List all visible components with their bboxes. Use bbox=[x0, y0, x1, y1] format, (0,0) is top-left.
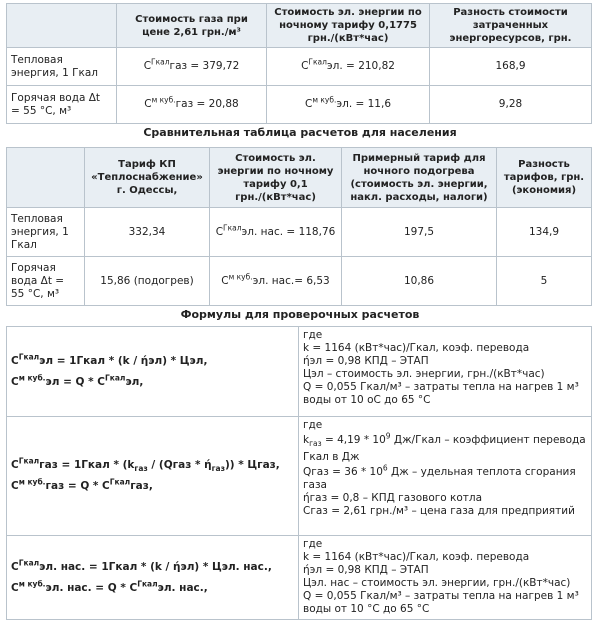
formula-line: $С^{Гкал}эл$. нас. = 1Гкал * (k / ήэл) * Цэл. нас., bbox=[11, 558, 272, 573]
desc-line: $k_{газ} = 4,19 * 10^9$ Дж/Гкал – коэффициент перевода Гкал в Дж bbox=[303, 431, 586, 463]
table-header-cell: Тариф КП «Теплоснабжение» г. Одессы, bbox=[85, 148, 210, 208]
formula-cell bbox=[7, 417, 299, 536]
night-tariff-cell: 197,5 bbox=[342, 208, 497, 257]
comparison-table-caption: Сравнительная таблица расчетов для населения bbox=[143, 126, 457, 139]
row-label: Горячая вода Δt = 55 °С, м³ bbox=[7, 257, 85, 306]
table-header-cell: Стоимость эл. энергии по ночному тарифу 0,1775 грн./(кВт*час) bbox=[267, 4, 430, 48]
formula-line: $С^{м куб.}газ = Q * С^{Гкал}газ$, bbox=[11, 477, 153, 492]
electricity-cost-cell: $С^{м куб.}эл$. нас.= 6,53 bbox=[210, 257, 342, 306]
table-header-cell: Стоимость газа при цене 2,61 грн./м³ bbox=[117, 4, 267, 48]
population-comparison-table bbox=[6, 147, 592, 306]
desc-line: где bbox=[303, 419, 323, 431]
table-row bbox=[7, 327, 592, 417]
table-header-cell: Разность тарифов, грн. (экономия) bbox=[497, 148, 592, 208]
formula-description bbox=[299, 417, 592, 536]
formula-description bbox=[299, 536, 592, 620]
table-header-cell: Стоимость эл. энергии по ночному тарифу 0,1 грн./(кВт*час) bbox=[210, 148, 342, 208]
desc-line: ήэл = 0,98 КПД – ЭТАП bbox=[303, 355, 429, 367]
formula-line: $С^{м куб.}эл$. нас. = Q * $С^{Гкал}эл$. нас., bbox=[11, 579, 208, 594]
difference-cell: 134,9 bbox=[497, 208, 592, 257]
electricity-cost-cell: $С^{м куб.}эл$. = 11,6 bbox=[267, 86, 430, 124]
table-header-cell: Разность стоимости затраченных энергоресурсов, грн. bbox=[430, 4, 592, 48]
tariff-cell: 15,86 (подогрев) bbox=[85, 257, 210, 306]
formulas-table bbox=[6, 326, 592, 620]
gas-vs-electricity-table bbox=[6, 3, 592, 124]
gas-cost-cell: $С^{Гкал}газ = 379,72$ bbox=[117, 48, 267, 86]
desc-line: где bbox=[303, 329, 323, 341]
desc-line: k = 1164 (кВт*час)/Гкал, коэф. перевода bbox=[303, 551, 530, 563]
table-header-row bbox=[7, 148, 592, 208]
table-row bbox=[7, 48, 592, 86]
table-header-cell: Примерный тариф для ночного подогрева (стоимость эл. энергии, накл. расходы, налоги) bbox=[342, 148, 497, 208]
formula-line: $С^{Гкал}газ$ = 1Гкал * ($k_{газ}$ / (Qгаз * $ή_{газ}$)) * Цгаз, bbox=[11, 456, 280, 474]
gas-cost-cell: $С^{м куб.}газ = 20,88$ bbox=[117, 86, 267, 124]
table-row bbox=[7, 257, 592, 306]
formula-line: $С^{м куб.}эл = Q * С^{Гкал}эл$, bbox=[11, 373, 144, 388]
tariff-cell: 332,34 bbox=[85, 208, 210, 257]
desc-line: Цэл. нас – стоимость эл. энергии, грн./(кВт*час) bbox=[303, 577, 571, 589]
desc-line: Сгаз = 2,61 грн./м³ – цена газа для предприятий bbox=[303, 505, 575, 517]
desc-line: Qгаз = $36 * 10^6$ Дж – удельная теплота сгорания газа bbox=[303, 463, 576, 491]
difference-cell: 9,28 bbox=[430, 86, 592, 124]
formulas-caption: Формулы для проверочных расчетов bbox=[180, 308, 420, 321]
desc-line: Q = 0,055 Гкал/м³ – затраты тепла на нагрев 1 м³ воды от 10 оС до 65 °С bbox=[303, 381, 579, 406]
formula-cell bbox=[7, 327, 299, 417]
formula-line: $С^{Гкал}эл$ = 1Гкал * (k / ήэл) * Цэл, bbox=[11, 352, 208, 367]
electricity-cost-cell: $С^{Гкал}эл$. = 210,82 bbox=[267, 48, 430, 86]
row-label: Горячая вода Δt = 55 °С, м³ bbox=[7, 86, 117, 124]
desc-line: ήгаз = 0,8 – КПД газового котла bbox=[303, 492, 483, 504]
desc-line: Цэл – стоимость эл. энергии, грн./(кВт*час) bbox=[303, 368, 545, 380]
desc-line: k = 1164 (кВт*час)/Гкал, коэф. перевода bbox=[303, 342, 530, 354]
difference-cell: 5 bbox=[497, 257, 592, 306]
desc-line: ήэл = 0,98 КПД – ЭТАП bbox=[303, 564, 429, 576]
formula-description bbox=[299, 327, 592, 417]
table-row bbox=[7, 86, 592, 124]
electricity-cost-cell: $С^{Гкал}эл$. нас. = 118,76 bbox=[210, 208, 342, 257]
row-label: Тепловая энергия, 1 Гкал bbox=[7, 208, 85, 257]
table-header-cell bbox=[7, 148, 85, 208]
desc-line: Q = 0,055 Гкал/м³ – затраты тепла на нагрев 1 м³ воды от 10 °С до 65 °С bbox=[303, 590, 579, 615]
formula-cell bbox=[7, 536, 299, 620]
row-label: Тепловая энергия, 1 Гкал bbox=[7, 48, 117, 86]
table-row bbox=[7, 536, 592, 620]
table-header-row bbox=[7, 4, 592, 48]
table-header-cell bbox=[7, 4, 117, 48]
table-row bbox=[7, 417, 592, 536]
night-tariff-cell: 10,86 bbox=[342, 257, 497, 306]
table-row bbox=[7, 208, 592, 257]
desc-line: где bbox=[303, 538, 323, 550]
difference-cell: 168,9 bbox=[430, 48, 592, 86]
